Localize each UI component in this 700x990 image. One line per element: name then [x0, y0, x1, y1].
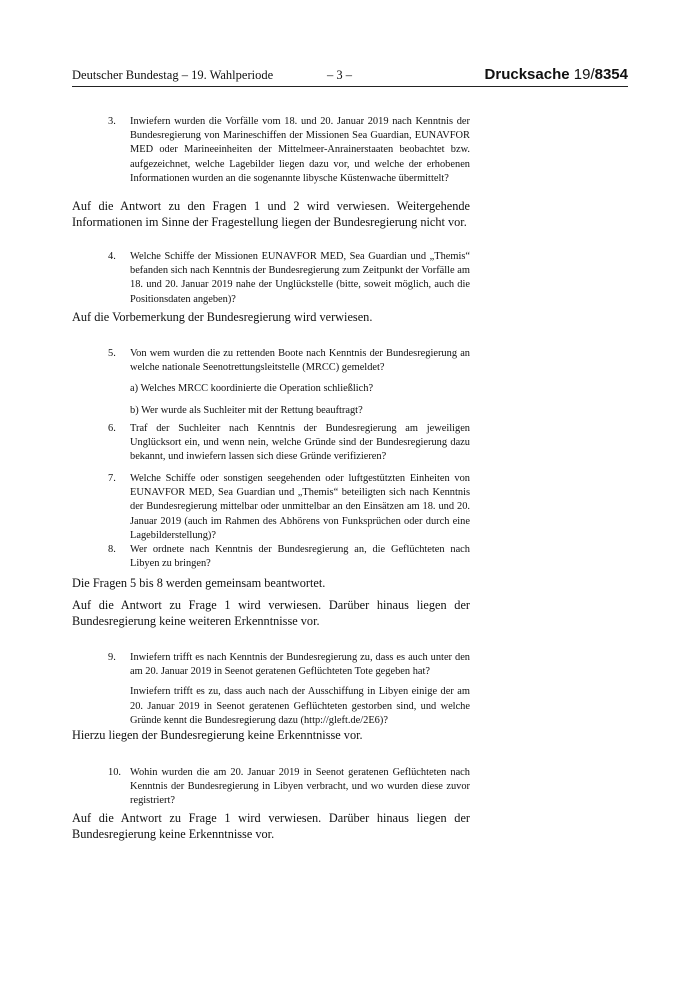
question-text: Wer ordnete nach Kenntnis der Bundesregierung an, die Geflüchteten nach Libyen zu bringen?: [130, 544, 470, 570]
question-sub-b: b) Wer wurde als Suchleiter mit der Rettung beauftragt?: [130, 404, 363, 416]
question-number: 7.: [108, 473, 116, 484]
question-7: [108, 472, 470, 543]
question-5: [108, 347, 470, 418]
header-publication: Deutscher Bundestag – 19. Wahlperiode: [72, 68, 274, 82]
page-header: [72, 68, 628, 86]
answer-10: Auf die Antwort zu Frage 1 wird verwiesen. Darüber hinaus liegen der Bundesregierung keine Erkenntnisse vor.: [72, 811, 470, 842]
question-text: Inwiefern wurden die Vorfälle vom 18. und 20. Januar 2019 nach Kenntnis der Bundesregierung von Marineschiffen der Missionen Sea Guardian, EUNAVFOR MED oder Marineeinheiten der Mittelmeer-Anrainerstaaten beobachtet bzw. aufgezeichnet, welche Lagebilder liegen dazu vor, und welche der erhobenen Informationen wurden an die sogenannte libysche Küstenwache übermittelt?: [130, 116, 470, 184]
question-number: 5.: [108, 348, 116, 359]
header-drucksache-label: Drucksache: [484, 66, 570, 83]
question-text: Traf der Suchleiter nach Kenntnis der Bundesregierung am jeweiligen Unglücksort ein, und wenn nein, welche Gründe sind der Bundesregierung dazu bekannt, und inwiefern lassen sich diese Gründe verifizieren?: [130, 423, 470, 463]
question-number: 3.: [108, 116, 116, 127]
question-number: 4.: [108, 251, 116, 262]
question-text: Von wem wurden die zu rettenden Boote nach Kenntnis der Bundesregierung an welche nationale Seenotrettungsleitstelle (MRCC) gemeldet?: [130, 348, 470, 374]
question-text: Inwiefern trifft es nach Kenntnis der Bundesregierung zu, dass es auch unter den am 20. Januar 2019 in Seenot geratenen Geflüchteten Tote gegeben hat?: [130, 652, 470, 678]
question-3: [108, 115, 470, 186]
header-drucksache: [485, 66, 628, 83]
question-text: Welche Schiffe der Missionen EUNAVFOR MED, Sea Guardian und „Themis“ befanden sich nach Kenntnis der Bundesregierung zum Zeitpunkt der Vorfälle am 18. und 20. Januar 2019 nahe der Unglückstelle (bitte, soweit möglich, auch die Positionsdaten angeben)?: [130, 251, 470, 305]
question-number: 10.: [108, 767, 121, 778]
question-sub-a: a) Welches MRCC koordinierte die Operation schließlich?: [130, 383, 374, 395]
answer-3: Auf die Antwort zu den Fragen 1 und 2 wird verwiesen. Weitergehende Informationen im Sinne der Fragestellung liegen der Bundesregierung nicht vor.: [72, 199, 470, 230]
question-number: 9.: [108, 652, 116, 663]
question-9: [108, 651, 470, 728]
question-number: 6.: [108, 423, 116, 434]
question-6: [108, 422, 470, 465]
question-number: 8.: [108, 544, 116, 555]
answer-5-8-intro: Die Fragen 5 bis 8 werden gemeinsam beantwortet.: [72, 576, 326, 590]
question-text: Wohin wurden die am 20. Januar 2019 in Seenot geratenen Geflüchteten nach Kenntnis der Bundesregierung in Libyen verbracht, und wo wurden diese zuvor registriert?: [130, 767, 470, 807]
header-drucksache-prefix: 19/: [573, 66, 595, 83]
question-text-continued: Inwiefern trifft es zu, dass auch nach der Ausschiffung in Libyen einige der am 20. Januar 2019 in Seenot geratenen Geflüchteten gestorben sind, und welche Gründe kennt die Bundesregierung dazu (http://gleft.de/2E6)?: [130, 686, 470, 726]
header-drucksache-number: 8354: [594, 66, 628, 83]
question-8: [108, 543, 470, 571]
question-10: [108, 766, 470, 809]
question-4: [108, 250, 470, 307]
answer-4: Auf die Vorbemerkung der Bundesregierung wird verwiesen.: [72, 310, 373, 324]
answer-5-8: Auf die Antwort zu Frage 1 wird verwiesen. Darüber hinaus liegen der Bundesregierung keine weiteren Erkenntnisse vor.: [72, 598, 470, 629]
question-text: Welche Schiffe oder sonstigen seegehenden oder luftgestützten Einheiten von EUNAVFOR MED, Sea Guardian und „Themis“ beteiligten sich nach Kenntnis der Bundesregierung mittelbar oder unmittelbar an den Einsätzen am 18. und 20. Januar 2019 (auch im Rahmen des Abhörens von Funksprüchen oder durch eine Lagebilderstellung)?: [130, 473, 470, 541]
answer-9: Hierzu liegen der Bundesregierung keine Erkenntnisse vor.: [72, 728, 363, 742]
header-rule: [72, 86, 628, 87]
header-page-number: – 3 –: [327, 68, 352, 82]
